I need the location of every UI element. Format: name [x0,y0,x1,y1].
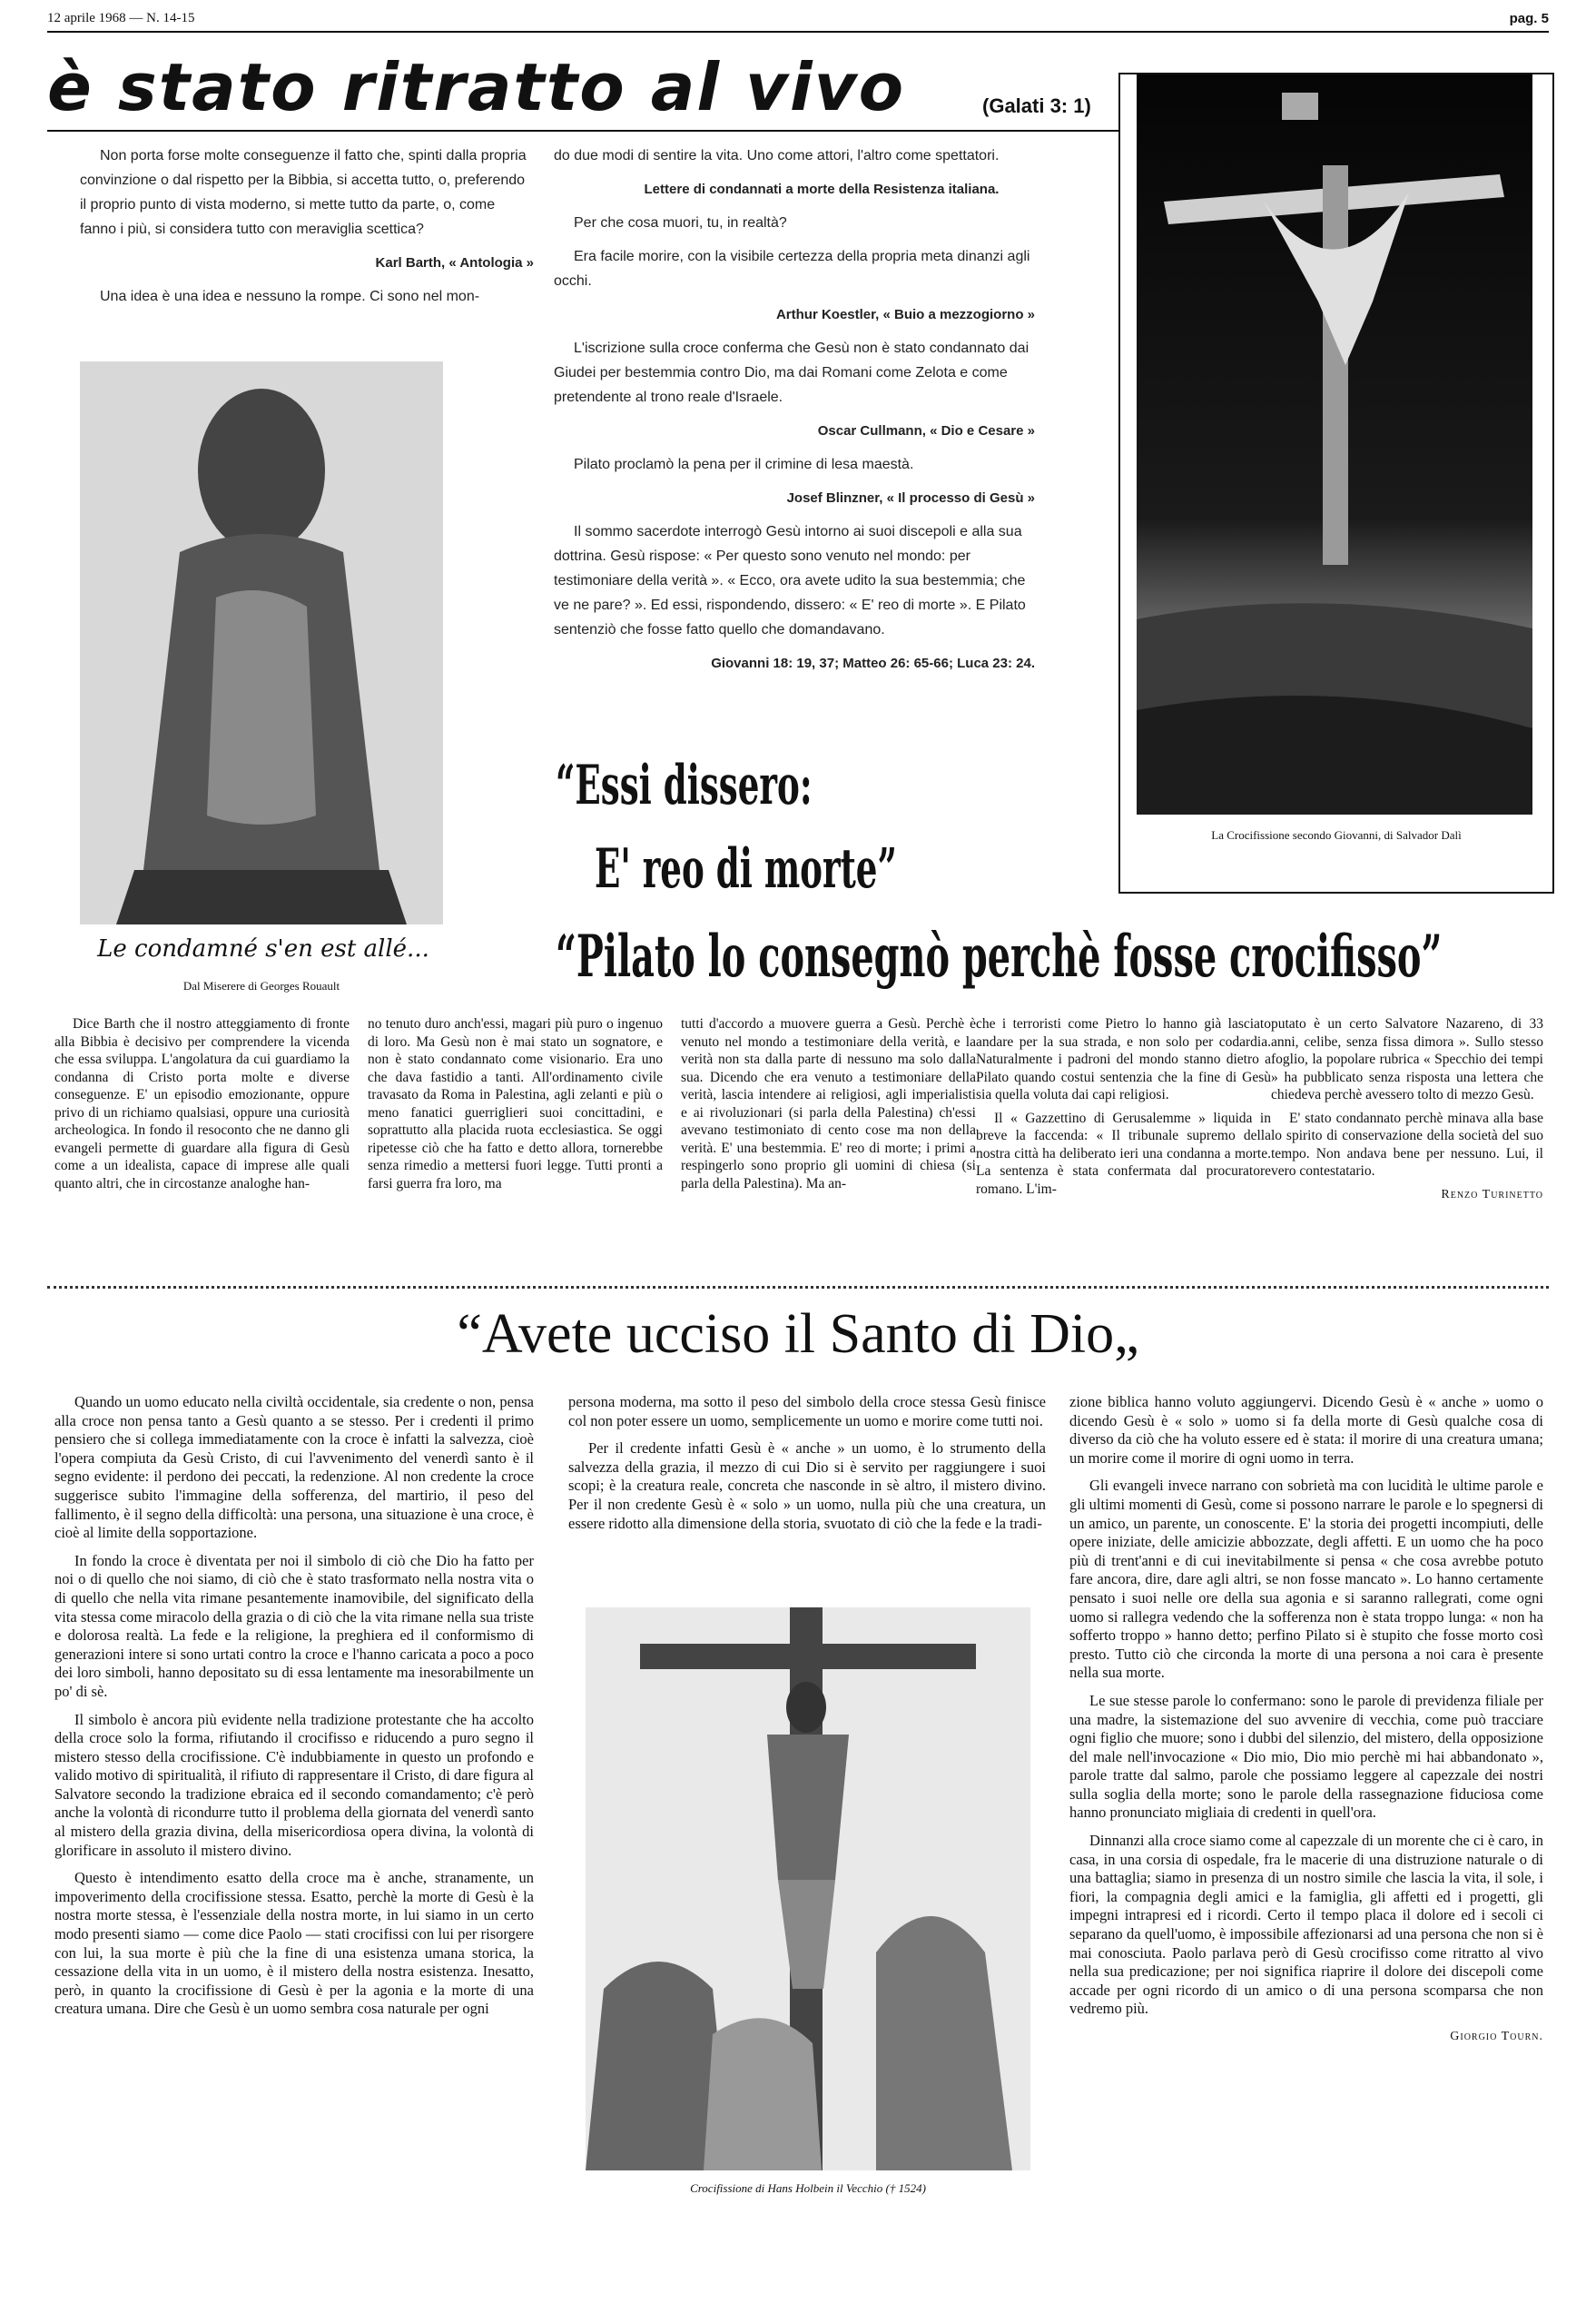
issue-date: 12 aprile 1968 — N. 14-15 [47,11,195,25]
barth-attribution: Karl Barth, « Antologia » [375,255,534,271]
article2-left-p1: Quando un uomo educato nella civiltà occidentale, sia credente o non, pensa alla croce non pensa tanto a Gesù quanto a se stesso. Per i credenti il primo pensiero che si collega immediatamente con la croce è infatti la salvezza, cioè l'opera compiuta da Gesù Cristo, di cui l'avvenimento del venerdì santo è il segno evidente: il perdono dei peccati, la redenzione. Al non credente la croce suggerisce subito l'immagine della sofferenza, del martirio, il peso del fallimento, è il segno della difficoltà: una persona, una situazione è una croce, è cioè al limite della sopportazione. [54,1393,534,1542]
article2-right-p4: Dinnanzi alla croce siamo come al capezzale di un morente che ci è caro, in casa, in una corsia di ospedale, fra le macerie di una distruzione naturale o di una battaglia; siamo in presenza di un nostro simile che lascia la vita, il sole, i fiori, la compagnia degli amici e la famiglia, gli affetti ed i progetti, gli impegni intrapresi ed i ricordi. Certo il tempo placa il dolore ed i secoli ci separano da quell'uomo, è impossibile affezionarsi ad una persona che non si è mai conosciuta. Paolo parlava però di Gesù crocifisso come ritratto al vivo nella sua predicazione; per noi significa riaprire il dolore dei discepoli come accade per ogni ricordo di un amico o di una persona scomparsa che non vedremo più. [1069,1832,1543,2018]
rouault-caption: Dal Miserere di Georges Rouault [182,979,340,993]
article2-left-column [54,1393,534,2028]
koestler-quote-1: Per che cosa muori, tu, in realtà? [574,215,787,231]
article1-author: Renzo Turinetto [1441,1187,1543,1201]
article1-col4-text: che i terroristi come Pietro lo hanno già lasciato andare per la sua strada, e non solo per codardia. Naturalmente i padroni del mondo stanno dietro a Pilato quando costui sentenzia che la fine di Gesù sia quella voluta dai capi religiosi. [976,1016,1271,1102]
section-divider [47,1286,1549,1289]
holbein-image [586,1607,1030,2170]
resistance-quote-end: do due modi di sentire la vita. Uno come attori, l'altro come spettatori. [554,148,1000,163]
cullmann-quote: L'iscrizione sulla croce conferma che Gesù non è stato condannato dai Giudei per bestemmia contro Dio, ma dai Romani come Zelota e come pretendente al trono reale d'Israele. [554,341,1030,405]
title-rule [47,130,1118,132]
article1-col4-text-b: Il « Gazzettino di Gerusalemme » liquida in breve la faccenda: « Il tribunale supremo della nostra città ha deliberato ieri una condanna a morte. La sentenza è stata confermata dal procuratore romano. L'im- [976,1110,1271,1197]
article2-left-p3: Il simbolo è ancora più evidente nella tradizione protestante che ha accolto della croce solo la forma, rifiutando il crocifisso e riducendo a puro segno il mistero stesso della crocifissione. C'è indubbiamente in questo un profondo e valido motivo di spiritualità, il rifiuto di rappresentare il Cristo, di dare figura al Salvatore secondo la tradizione ebraica ed il secondo comandamento; c'è però anche la volontà di ricondurre tutto il problema della giornata del venerdì santo al mistero della grazia divina, della misericordiosa opera divina, la volontà di glorificare in assoluto il mistero divino. [54,1710,534,1859]
article2-right-p3: Le sue stesse parole lo confermano: sono le parole di previdenza filiale per una madre, la sistemazione del suo avvenire di vecchia, come può tracciare ogni figlio che muore; sono i dubbi del silenzio, del mistero, della opposizione del male nell'invocazione « Dio mio, Dio mio perchè mi hai abbandonato », parole tratte dal salmo, parole che possiamo leggere al capezzale dei nostri sulla soglia della morte; sono le parole della rassegnazione fiduciosa come hanno pronunciato migliaia di credenti in quell'ora. [1069,1691,1543,1822]
holbein-caption: Crocifissione di Hans Holbein il Vecchio († 1524) [690,2181,926,2195]
article2-author: Giorgio Tourn. [1450,2030,1543,2043]
article1-col2-text: no tenuto duro anch'essi, magari più puro o ingenuo di loro. Ma Gesù non è mai stato un sognatore, e non è stato condannato come visionario. Era uno che dava fastidio a tanti. All'ordinamento civile travasato da Roma in Palestina, agli zelanti e più o meno fanatici guerriglieri suoi concittadini, e soprattutto alla placida ruota ecclesiastica. Se oggi ripetesse ciò che ha fatto e detto allora, tornerebbe senza rimedio a mettersi fuori legge. Tutti pronti a farsi guerra fra loro, ma [368,1016,663,1191]
article2-left-p2: In fondo la croce è diventata per noi il simbolo di ciò che Dio ha fatto per noi o di quello che noi siamo, di ciò che è stato trasformato nella nostra vita o di quello che nella vita rimane pesantemente inamovibile, del significato della vita stessa come miracolo della grazia o di ciò che la vita rimane nella sua triste e dolorosa realtà. La fede e la religione, la preghiera ed il conformismo di generazioni intere si sono urtati contro la croce e l'hanno caricata a poco a poco dei loro simboli, hanno depositato su di essa lentamente ma inesorabilmente un po' di sè. [54,1551,534,1700]
article1-col5 [1271,1015,1543,1203]
article2-title: “Avete ucciso il Santo di Dio„ [457,1303,1139,1365]
resistance-source: Lettere di condannati a morte della Resistenza italiana. [644,182,1000,197]
gospel-quote: Il sommo sacerdote interrogò Gesù intorno ai suoi discepoli e alla sua dottrina. Gesù rispose: « Per questo sono venuto nel mondo: per testimoniare della verità ». « Ecco, ora avete udito la sua bestemmia; che ve ne pare? ». Ed essi, rispondendo, dissero: « E' reo di morte ». E Pilato sentenziò che fosse fatto quello che domandavano. [554,524,1026,638]
article1-col1 [54,1015,350,1198]
article1-col4 [976,1015,1271,1203]
blinzner-attribution: Josef Blinzner, « Il processo di Gesù » [786,490,1035,506]
article2-right-p2: Gli evangeli invece narrano con sobrietà ma con lucidità le ultime parole e gli ultimi momenti di Gesù, come si possono narrare le parole e lo spegnersi di un amico, un parente, un conoscente. E' la storia dei progetti incompiuti, delle opere iniziate, delle amicizie abbozzate, degli affetti. E un uomo che ha poco più di trent'anni e di cui inevitabilmente si pensa « che cosa avrebbe potuto fare ancora, dire, dare agli altri, se non fosse mancato ». Lo hanno certamente pensato i suoi nelle ore della sua agonia e si saranno rallegrati, come ogni uomo si rallegra vedendo che la sofferenza non è stata troppo lunga: « non ha sofferto troppo » hanno detto; perfino Pilato si è stupito che fosse morto così presto. Tutto ciò che circonda la morte di una persona a noi cara è presente nella sua morte. [1069,1477,1543,1682]
article1-col5-text-b: E' stato condannato perchè minava alla base lo spirito di conservazione della società del suo tempo. Non andava bene per nessuno. Lui, il vero contestatario. [1271,1110,1543,1179]
article2-right-p1: zione biblica hanno voluto aggiungervi. Dicendo Gesù è « anche » uomo o dicendo Gesù è « solo » uomo si fa della morte di Gesù qualche cosa di diverso da ciò che ha voluto essere ed è stata: il morire di una creatura umana; un morire come il morire di ogni uomo in terra. [1069,1393,1543,1467]
header-rule [47,31,1549,33]
article1-col5-text: putato è un certo Salvatore Nazareno, di 33 anni, celibe, senza fissa dimora ». Sullo stesso foglio, la popolare rubrica « Specchio dei tempi » ha pubblicato senza risposta una lettera che chiedeva perchè avessero tolto di mezzo Gesù. [1271,1016,1543,1102]
headline-line-3: “Pilato lo consegnò perchè fosse crocifisso” [556,923,1443,991]
scripture-reference: (Galati 3: 1) [982,94,1091,117]
article1-col3-text: tutti d'accordo a muovere guerra a Gesù. Perchè è venuto nel mondo a testimoniare della verità, e la verità non sta dalla parte di nessuno ma solo dalla sua. Dicendo che era venuto a testimoniare della verità, lascia intendere ai religiosi, agli imperialisti e ai rivoluzionari (si parla della Palestina) ch'essi avevano testimoniato di cento cose ma non della verità. E' una bestemmia. E' reo di morte; i primi a respingerlo sono proprio gli uomini di chiesa (si parla della Palestina). Ma an- [681,1016,976,1191]
page-title: è stato ritratto al vivo [47,49,906,125]
headline-line-2: E' reo di morte” [595,837,897,901]
barth-quote: Non porta forse molte conseguenze il fatto che, spinti dalla propria convinzione o dal rispetto per la Bibbia, si accetta tutto, o, preferendo il proprio punto di vista moderno, si mette tutto da parte, o, come fanno i più, si considera tutto con meraviglia scettica? [80,148,527,237]
article2-mid-p1: persona moderna, ma sotto il peso del simbolo della croce stessa Gesù finisce col non poter essere un uomo, semplicemente un uomo e morire come tutti noi. [568,1393,1046,1429]
dali-frame [1118,73,1554,894]
cullmann-attribution: Oscar Cullmann, « Dio e Cesare » [817,423,1035,439]
koestler-quote-2: Era facile morire, con la visibile certezza della propria meta dinanzi agli occhi. [554,249,1030,289]
blinzner-quote: Pilato proclamò la pena per il crimine di lesa maestà. [574,457,914,472]
article2-middle-column [568,1393,1046,1542]
gospel-references: Giovanni 18: 19, 37; Matteo 26: 65-66; Luca 23: 24. [711,656,1035,671]
quotes-right [554,143,1035,685]
article2-right-column [1069,1393,1543,2047]
article1-col3 [681,1015,976,1198]
quotes-left [80,143,534,318]
dali-caption: La Crocifissione secondo Giovanni, di Salvador Dalì [1211,828,1462,842]
article1-col1-text: Dice Barth che il nostro atteggiamento di fronte alla Bibbia è decisivo per comprendere la vicenda che essa sviluppa. L'angolatura da cui guardiamo la condanna di Cristo porta molte e diverse conseguenze. E' un episodio emozionante, oppure privo di un richiamo qualsiasi, oppure una curiosità archeologica. In fondo il resoconto che ne danno gli evangeli permette di guardare alla figura di Gesù come a un idealista, capace di imprese alle quali quanto altri, che in circostanze analoghe han- [54,1016,350,1191]
rouault-image [80,361,443,924]
resistance-quote-start: Una idea è una idea e nessuno la rompe. Ci sono nel mon- [100,289,480,304]
dali-image [1137,74,1532,815]
article2-left-p4: Questo è intendimento esatto della croce ma è anche, stranamente, un impoverimento della crocifissione stessa. Esatto, perchè la morte di Gesù è la nostra morte stessa, è l'essenziale della nostra morte, in lui siamo in un certo modo presenti siamo — come dice Paolo — stati crocifissi con lui per risorgere con lui, la sua morte è più che la fine di una esistenza umana storica, la cessazione della vita in un uomo, è il mistero della nostra esistenza. Inesatto, però, in quanto la crocifissione di Gesù è per la agonia e la morte di una creatura umana. Dire che Gesù è un uomo sembra cosa naturale per ogni [54,1869,534,2018]
rouault-figure-graphic [80,361,443,924]
rouault-inscription: Le condamné s'en est allé... [97,935,429,963]
koestler-attribution: Arthur Koestler, « Buio a mezzogiorno » [775,307,1035,322]
holbein-crucifixion-graphic [586,1607,1030,2170]
dali-crucifixion-graphic [1137,74,1532,815]
article2-mid-p2: Per il credente infatti Gesù è « anche » un uomo, è lo strumento della salvezza della grazia, il mezzo di cui Dio si è servito per raggiungere i suoi scopi; è la creatura reale, concreta che nasconde in sè altro, il mistero divino. Per il non credente Gesù è « solo » un uomo, nulla più che una creatura, un essere ridotto alla dimensione della storia, svuotato di ciò che la fede e la tradi- [568,1439,1046,1532]
headline-line-1: “Essi dissero: [556,754,813,817]
page-number: pag. 5 [1509,11,1549,26]
article1-col2 [368,1015,663,1198]
